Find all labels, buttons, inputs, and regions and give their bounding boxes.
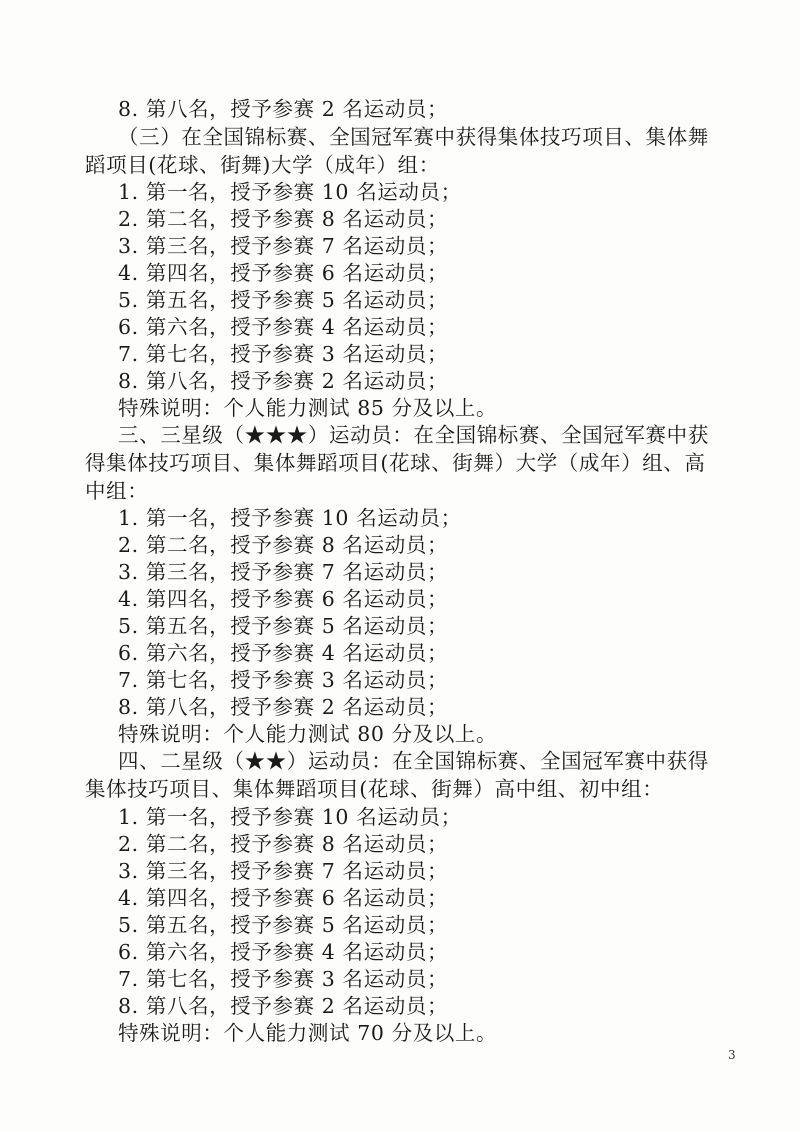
text-line: 8. 第八名，授予参赛 2 名运动员； [118,97,449,121]
list-item: 1. 第一名，授予参赛 10 名运动员； [118,180,462,204]
text-line: 中组： [85,479,149,503]
text-line: 得集体技巧项目、集体舞蹈项目(花球、街舞）大学（成年）组、高 [85,451,706,475]
list-item: 2. 第二名，授予参赛 8 名运动员； [118,207,449,231]
list-item: 6. 第六名，授予参赛 4 名运动员； [118,940,449,964]
list-item: 7. 第七名，授予参赛 3 名运动员； [118,967,449,991]
section-heading: 四、二星级（★★）运动员：在全国锦标赛、全国冠军赛中获得 [118,749,709,773]
list-item: 8. 第八名，授予参赛 2 名运动员； [118,695,449,719]
list-item: 1. 第一名，授予参赛 10 名运动员； [118,805,462,829]
list-item: 4. 第四名，授予参赛 6 名运动员； [118,261,449,285]
list-item: 6. 第六名，授予参赛 4 名运动员； [118,315,449,339]
special-note: 特殊说明：个人能力测试 80 分及以上。 [118,722,498,746]
list-item: 3. 第三名，授予参赛 7 名运动员； [118,234,449,258]
list-item: 5. 第五名，授予参赛 5 名运动员； [118,913,449,937]
text-line: 蹈项目(花球、街舞)大学（成年）组： [85,153,440,177]
list-item: 4. 第四名，授予参赛 6 名运动员； [118,587,449,611]
list-item: 5. 第五名，授予参赛 5 名运动员； [118,288,449,312]
list-item: 6. 第六名，授予参赛 4 名运动员； [118,641,449,665]
list-item: 4. 第四名，授予参赛 6 名运动员； [118,886,449,910]
section-heading: 三、三星级（★★★）运动员：在全国锦标赛、全国冠军赛中获 [118,423,709,447]
list-item: 8. 第八名，授予参赛 2 名运动员； [118,369,449,393]
special-note: 特殊说明：个人能力测试 85 分及以上。 [118,396,498,420]
page-number: 3 [728,1048,736,1062]
list-item: 8. 第八名，授予参赛 2 名运动员； [118,994,449,1018]
list-item: 3. 第三名，授予参赛 7 名运动员； [118,859,449,883]
list-item: 1. 第一名，授予参赛 10 名运动员； [118,506,462,530]
list-item: 2. 第二名，授予参赛 8 名运动员； [118,533,449,557]
list-item: 7. 第七名，授予参赛 3 名运动员； [118,342,449,366]
list-item: 2. 第二名，授予参赛 8 名运动员； [118,832,449,856]
section-heading: （三）在全国锦标赛、全国冠军赛中获得集体技巧项目、集体舞 [118,125,709,149]
list-item: 3. 第三名，授予参赛 7 名运动员； [118,560,449,584]
list-item: 7. 第七名，授予参赛 3 名运动员； [118,668,449,692]
text-line: 集体技巧项目、集体舞蹈项目(花球、街舞）高中组、初中组： [85,777,664,801]
special-note: 特殊说明：个人能力测试 70 分及以上。 [118,1021,498,1045]
list-item: 5. 第五名，授予参赛 5 名运动员； [118,614,449,638]
